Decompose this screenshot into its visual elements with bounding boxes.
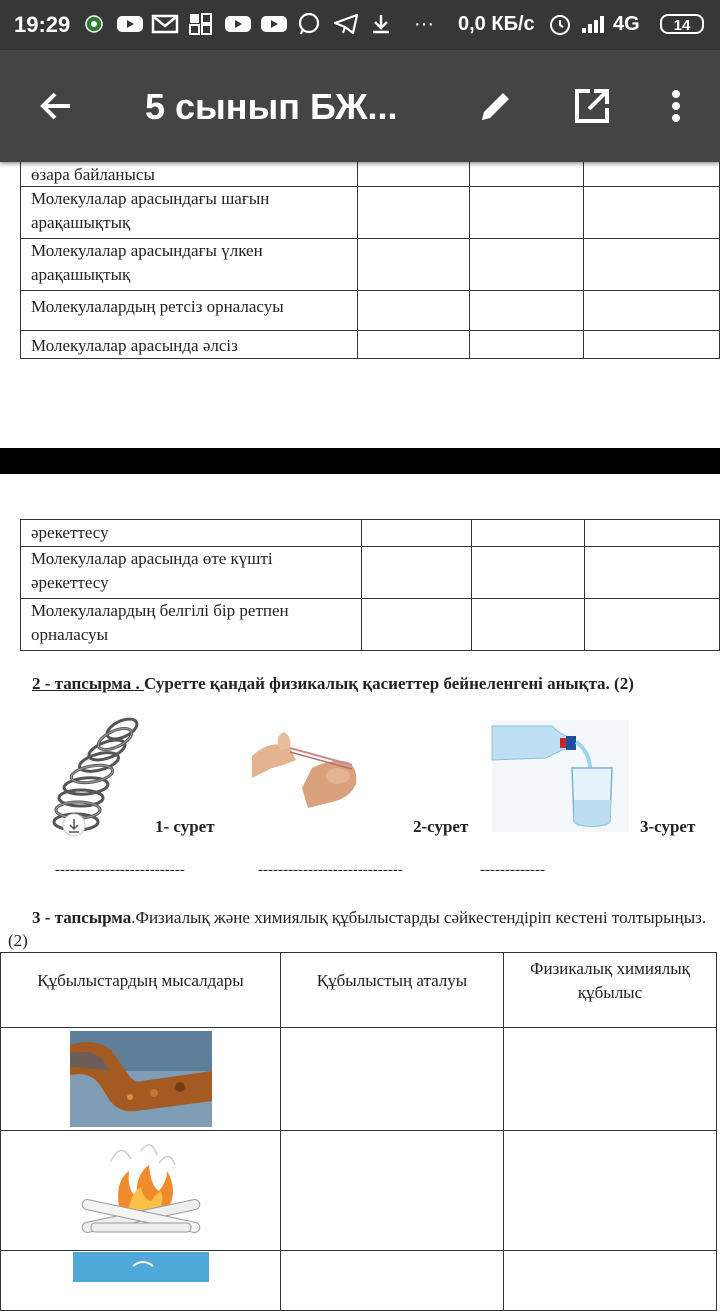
table-row xyxy=(21,331,720,359)
properties-table-part2 xyxy=(20,519,720,651)
answer-line-3: ------------- xyxy=(480,862,545,878)
empty-cell xyxy=(469,187,583,239)
status-bar xyxy=(0,0,720,50)
empty-cell xyxy=(469,239,583,291)
rusty-wrench-image xyxy=(70,1031,212,1127)
table-cell: әрекеттесу xyxy=(21,520,362,547)
task2-heading xyxy=(32,674,634,694)
network-type: 4G xyxy=(613,13,640,35)
empty-cell xyxy=(281,1131,504,1251)
table-cell: өзара байланысы xyxy=(21,145,358,187)
app-icon xyxy=(84,13,104,35)
empty-cell xyxy=(281,1251,504,1311)
gmail-icon xyxy=(152,13,178,35)
document-viewer[interactable] xyxy=(0,162,720,1280)
table-cell: Молекулалар арасында әлсіз xyxy=(21,331,358,359)
empty-cell xyxy=(471,547,584,599)
table-row xyxy=(1,1028,717,1131)
clock: 19:29 xyxy=(14,12,71,37)
empty-cell xyxy=(585,547,720,599)
properties-table-part1 xyxy=(20,144,720,359)
table-row xyxy=(21,291,720,331)
task3-label: 3 - тапсырма xyxy=(32,908,132,927)
empty-cell xyxy=(584,239,720,291)
task2-text: Суретте қандай физикалық қасиеттер бейнеленгені анықта. (2) xyxy=(144,674,634,693)
table-row xyxy=(21,187,720,239)
table-header-cell: Құбылыстардың мысалдары xyxy=(1,953,281,1028)
empty-cell xyxy=(584,291,720,331)
empty-cell xyxy=(361,599,471,651)
answer-line-1: -------------------------- xyxy=(55,862,185,878)
page-separator xyxy=(0,448,720,474)
youtube-icon xyxy=(260,13,288,35)
whatsapp-icon xyxy=(297,13,321,35)
download-icon xyxy=(370,13,392,35)
empty-cell xyxy=(361,547,471,599)
table-row xyxy=(21,520,720,547)
empty-cell xyxy=(361,520,471,547)
empty-cell xyxy=(585,599,720,651)
network-speed: 0,0 КБ/с xyxy=(458,13,535,35)
pencil-icon[interactable] xyxy=(470,80,522,132)
ice-image xyxy=(73,1252,209,1282)
campfire-image xyxy=(71,1141,211,1241)
empty-cell xyxy=(584,187,720,239)
phenomena-table xyxy=(0,952,717,1311)
document-title: 5 сынып БЖ... xyxy=(145,86,398,127)
table-header-cell: Құбылыстың аталуы xyxy=(281,953,504,1028)
empty-cell xyxy=(358,187,470,239)
signal-icon xyxy=(580,13,610,35)
table-cell: Молекулалар арасындағы шағын арақашықтық xyxy=(21,187,358,239)
empty-cell xyxy=(585,520,720,547)
spring-image xyxy=(52,717,144,839)
table-row xyxy=(1,1251,717,1311)
alarm-icon xyxy=(548,13,572,35)
table-cell: Молекулалар арасындағы үлкен арақашықтық xyxy=(21,239,358,291)
empty-cell xyxy=(358,291,470,331)
caption-3: 3-сурет xyxy=(640,817,696,836)
table-row xyxy=(1,1131,717,1251)
table-cell: Молекулалар арасында өте күшті әрекеттесу xyxy=(21,547,362,599)
caption-1: 1- сурет xyxy=(155,817,215,836)
empty-cell xyxy=(469,291,583,331)
table-cell xyxy=(1,1131,281,1251)
more-dots-icon: ··· xyxy=(414,12,434,35)
table-cell: Молекулалардың ретсіз орналасуы xyxy=(21,291,358,331)
task3-text: .Физиалық және химиялық құбылыстарды сәйкестендіріп кестені толтырыңыз. (2) xyxy=(8,908,707,950)
table-row xyxy=(21,239,720,291)
app-bar xyxy=(0,50,720,162)
empty-cell xyxy=(358,239,470,291)
task2-label: 2 - тапсырма . xyxy=(32,674,145,693)
youtube-icon xyxy=(224,13,252,35)
apps-icon xyxy=(189,13,213,35)
table-header-cell: Физикалық химиялық құбылыс xyxy=(504,953,717,1028)
table-cell: Молекулалардың белгілі бір ретпен орналасуы xyxy=(21,599,362,651)
table-cell xyxy=(1,1028,281,1131)
empty-cell xyxy=(504,1028,717,1131)
empty-cell xyxy=(504,1251,717,1311)
empty-cell xyxy=(584,331,720,359)
table-row xyxy=(21,547,720,599)
table-cell xyxy=(1,1251,281,1311)
caption-2: 2-сурет xyxy=(413,817,469,836)
more-vert-icon[interactable] xyxy=(650,80,702,132)
empty-cell xyxy=(504,1131,717,1251)
water-pouring-image xyxy=(492,720,629,832)
arrow-back-icon[interactable] xyxy=(30,80,82,132)
answer-line-2: ----------------------------- xyxy=(258,862,403,878)
task3-paragraph xyxy=(8,906,708,952)
battery-icon: 14 xyxy=(660,14,704,34)
empty-cell xyxy=(469,331,583,359)
empty-cell xyxy=(471,520,584,547)
empty-cell xyxy=(471,599,584,651)
empty-cell xyxy=(358,331,470,359)
empty-cell xyxy=(281,1028,504,1131)
youtube-icon xyxy=(116,13,144,35)
telegram-icon xyxy=(333,13,359,35)
open-external-icon[interactable] xyxy=(566,80,618,132)
rubber-band-image xyxy=(252,718,362,808)
table-row xyxy=(21,599,720,651)
